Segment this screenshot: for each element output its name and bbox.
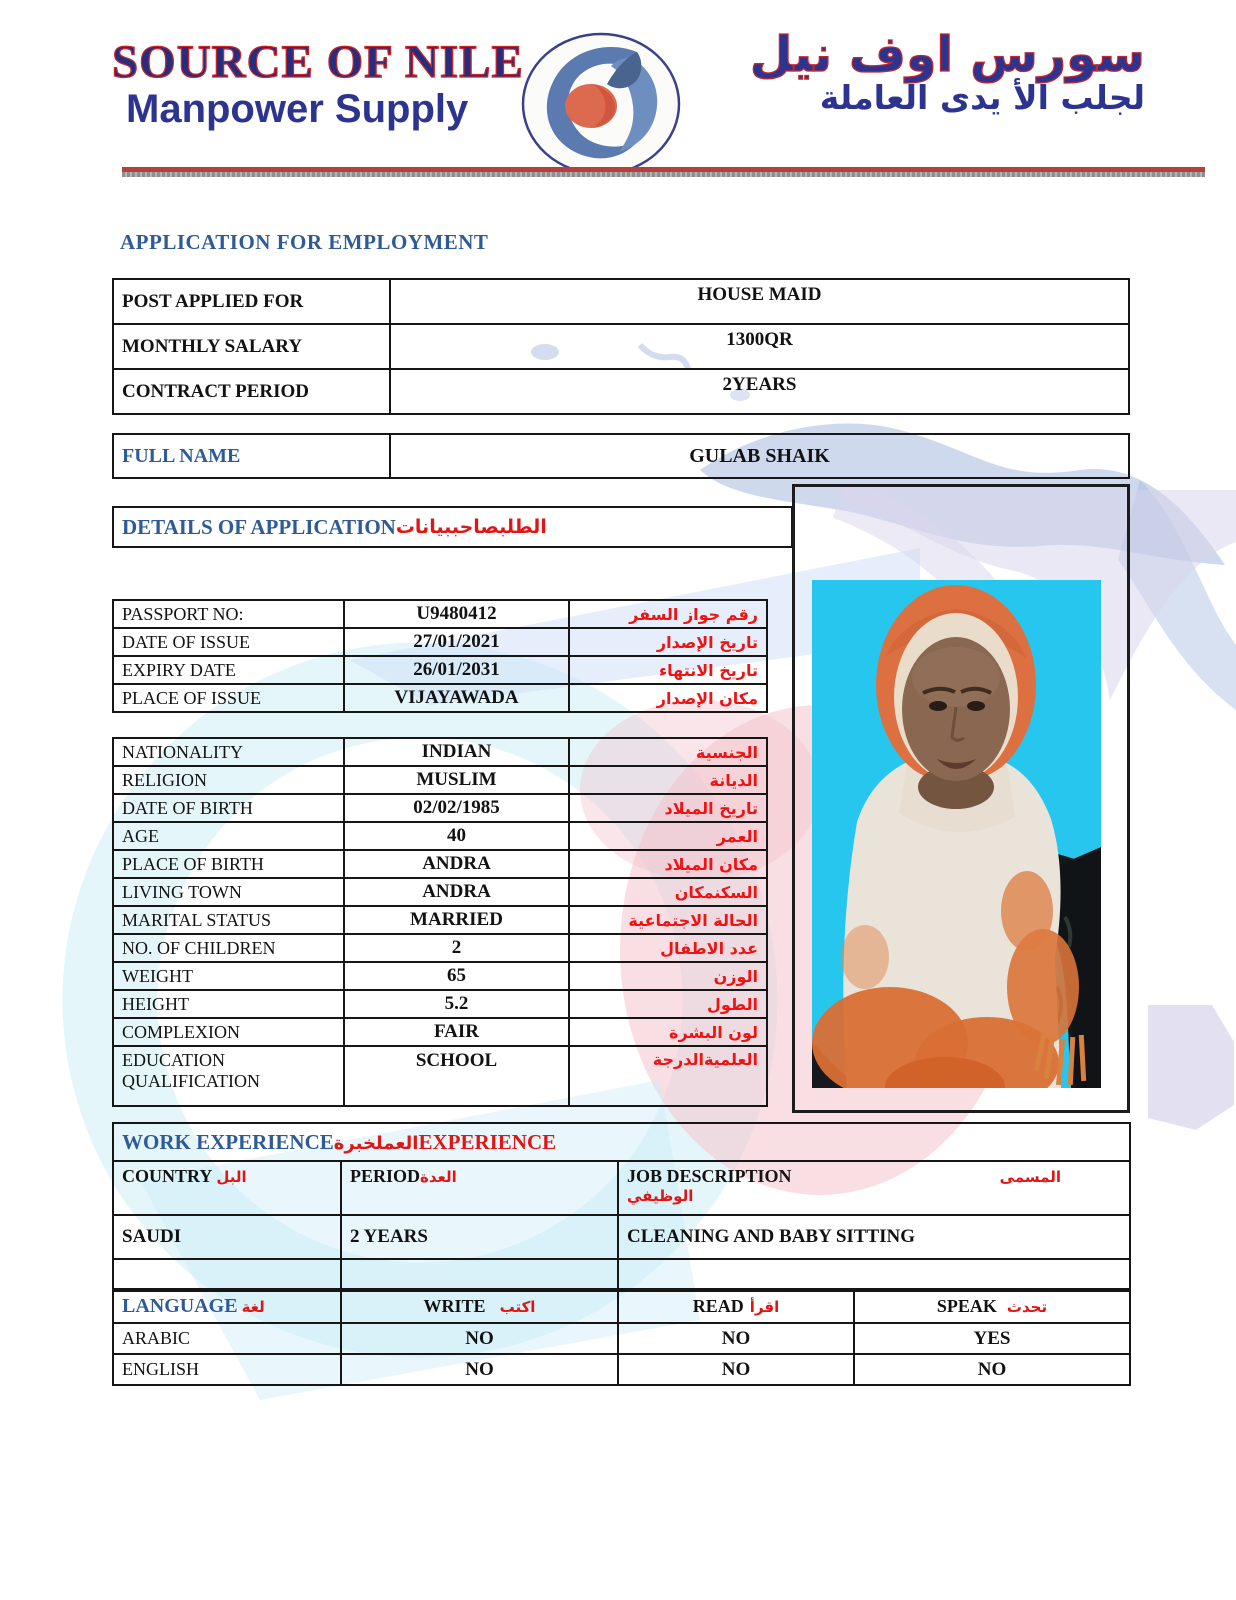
table-row (113, 878, 767, 906)
read-header-arabic: اقرأ (749, 1297, 780, 1316)
table-row (113, 850, 767, 878)
read-header: READ (692, 1295, 744, 1316)
language-name: ARABIC (113, 1323, 341, 1354)
period-header-cell (341, 1161, 618, 1215)
period-value: 2 YEARS (341, 1215, 618, 1259)
company-logo-icon (519, 30, 683, 178)
empty-cell (113, 1259, 341, 1291)
language-name: ENGLISH (113, 1354, 341, 1385)
header-divider (122, 167, 1205, 177)
table-row (113, 434, 1129, 478)
row-label: AGE (113, 822, 344, 850)
table-row (113, 279, 1129, 324)
full-name-label: FULL NAME (113, 434, 390, 478)
row-label-arabic: العمر (569, 822, 767, 850)
read-value: NO (618, 1323, 854, 1354)
speak-value: YES (854, 1323, 1130, 1354)
row-label: RELIGION (113, 766, 344, 794)
write-header-cell (341, 1289, 618, 1323)
row-label-arabic: الديانة (569, 766, 767, 794)
language-header-arabic: لغة (241, 1297, 265, 1316)
job-header: JOB DESCRIPTION (627, 1166, 792, 1186)
language-table (112, 1288, 1131, 1386)
read-value: NO (618, 1354, 854, 1385)
row-label: HEIGHT (113, 990, 344, 1018)
table-row (113, 962, 767, 990)
row-value: ANDRA (344, 878, 569, 906)
row-value: MARRIED (344, 906, 569, 934)
speak-header-arabic: تحدث (1006, 1297, 1048, 1316)
country-header-arabic: البل (216, 1168, 247, 1186)
work-experience-title-row (113, 1123, 1130, 1161)
row-label-arabic: تاريخ الميلاد (569, 794, 767, 822)
row-label: WEIGHT (113, 962, 344, 990)
table-row (113, 990, 767, 1018)
row-value: FAIR (344, 1018, 569, 1046)
row-label-arabic: الوزن (569, 962, 767, 990)
empty-cell (341, 1259, 618, 1291)
table-row (113, 684, 767, 712)
personal-details-table (112, 737, 768, 1107)
brand-block (112, 38, 524, 131)
row-value: 40 (344, 822, 569, 850)
row-label: LIVING TOWN (113, 878, 344, 906)
language-row (113, 1354, 1130, 1385)
row-value: U9480412 (344, 600, 569, 628)
table-row (113, 738, 767, 766)
work-experience-table (112, 1122, 1131, 1292)
row-label-arabic: عدد الاطفال (569, 934, 767, 962)
table-row (113, 600, 767, 628)
row-value: ANDRA (344, 850, 569, 878)
country-header-cell (113, 1161, 341, 1215)
empty-cell (618, 1259, 1130, 1291)
row-label: CONTRACT PERIOD (113, 369, 390, 414)
row-label-arabic: العلميةالدرجة (569, 1046, 767, 1106)
table-row (113, 324, 1129, 369)
speak-value: NO (854, 1354, 1130, 1385)
row-label-arabic: الجنسية (569, 738, 767, 766)
table-row (113, 1018, 767, 1046)
row-value: MUSLIM (344, 766, 569, 794)
row-label: POST APPLIED FOR (113, 279, 390, 324)
read-header-cell (618, 1289, 854, 1323)
language-header: LANGUAGE (122, 1294, 238, 1317)
page-title: APPLICATION FOR EMPLOYMENT (120, 230, 489, 254)
work-experience-empty-row (113, 1259, 1130, 1291)
row-label-arabic: تاريخ الانتهاء (569, 656, 767, 684)
row-label: MARITAL STATUS (113, 906, 344, 934)
full-name-value: GULAB SHAIK (390, 434, 1129, 478)
row-value: SCHOOL (344, 1046, 569, 1106)
row-value: INDIAN (344, 738, 569, 766)
work-experience-title: WORK EXPERIENCE (122, 1129, 334, 1154)
speak-header: SPEAK (936, 1295, 997, 1316)
row-label-arabic: السكنمكان (569, 878, 767, 906)
speak-header-cell (854, 1289, 1130, 1323)
row-value: 27/01/2021 (344, 628, 569, 656)
row-value: HOUSE MAID (390, 279, 1129, 324)
period-header-arabic: العدة (420, 1168, 457, 1186)
brand-subtitle-arabic: لجلب الأ يدى العاملة (819, 78, 1145, 117)
work-experience-title-red: EXPERIENCE (418, 1129, 557, 1154)
row-label: NATIONALITY (113, 738, 344, 766)
job-header-cell (618, 1161, 1130, 1215)
table-row (113, 822, 767, 850)
job-value: CLEANING AND BABY SITTING (618, 1215, 1130, 1259)
brand-block-arabic (690, 26, 1145, 117)
row-label-arabic: مكان الميلاد (569, 850, 767, 878)
table-row (113, 766, 767, 794)
details-heading: DETAILS OF APPLICATION (122, 514, 396, 539)
table-row (113, 656, 767, 684)
country-value: SAUDI (113, 1215, 341, 1259)
brand-subtitle: Manpower Supply (126, 87, 469, 132)
row-value: 5.2 (344, 990, 569, 1018)
row-value: 02/02/1985 (344, 794, 569, 822)
work-experience-title-cell (113, 1123, 1130, 1161)
row-label-arabic: الطول (569, 990, 767, 1018)
table-row (113, 906, 767, 934)
row-label: MONTHLY SALARY (113, 324, 390, 369)
row-value: 2 (344, 934, 569, 962)
row-label: DATE OF ISSUE (113, 628, 344, 656)
work-experience-header-row (113, 1161, 1130, 1215)
row-label-arabic: مكان الإصدار (569, 684, 767, 712)
applicant-photo (795, 487, 1127, 1110)
write-value: NO (341, 1354, 618, 1385)
row-label: EDUCATION QUALIFICATION (113, 1046, 344, 1106)
table-row (113, 628, 767, 656)
row-label-arabic: الحالة الاجتماعية (569, 906, 767, 934)
row-value: 1300QR (390, 324, 1129, 369)
work-experience-title-arabic: العملخبرة (333, 1132, 419, 1154)
row-label: PLACE OF BIRTH (113, 850, 344, 878)
table-row (113, 794, 767, 822)
write-value: NO (341, 1323, 618, 1354)
row-label: PLACE OF ISSUE (113, 684, 344, 712)
row-label: PASSPORT NO: (113, 600, 344, 628)
details-heading-box (112, 506, 793, 548)
work-experience-data-row (113, 1215, 1130, 1259)
photo-frame (792, 484, 1130, 1113)
row-label-arabic: رقم جواز السفر (569, 600, 767, 628)
table-row (113, 369, 1129, 414)
row-value: VIJAYAWADA (344, 684, 569, 712)
job-header-arabic-2: الوظيفي (627, 1187, 694, 1205)
full-name-table (112, 433, 1130, 479)
job-header-arabic-1: المسمى (999, 1168, 1061, 1186)
write-header-arabic: اكتب (499, 1297, 536, 1316)
table-row (113, 934, 767, 962)
row-label: NO. OF CHILDREN (113, 934, 344, 962)
row-value: 2YEARS (390, 369, 1129, 414)
row-value: 65 (344, 962, 569, 990)
row-label: DATE OF BIRTH (113, 794, 344, 822)
details-heading-arabic: الطلبصاحببيانات (395, 516, 547, 538)
application-table (112, 278, 1130, 415)
language-header-cell (113, 1289, 341, 1323)
language-row (113, 1323, 1130, 1354)
row-value: 26/01/2031 (344, 656, 569, 684)
table-row (113, 1046, 767, 1106)
row-label-arabic: تاريخ الإصدار (569, 628, 767, 656)
period-header: PERIOD (350, 1166, 421, 1186)
write-header: WRITE (423, 1295, 486, 1316)
brand-title-arabic: سورس اوف نيل (749, 26, 1145, 83)
row-label: EXPIRY DATE (113, 656, 344, 684)
row-label: COMPLEXION (113, 1018, 344, 1046)
brand-title: SOURCE OF NILE (112, 36, 524, 88)
passport-table (112, 599, 768, 713)
row-label-arabic: لون البشرة (569, 1018, 767, 1046)
language-header-row (113, 1289, 1130, 1323)
country-header: COUNTRY (122, 1166, 213, 1186)
